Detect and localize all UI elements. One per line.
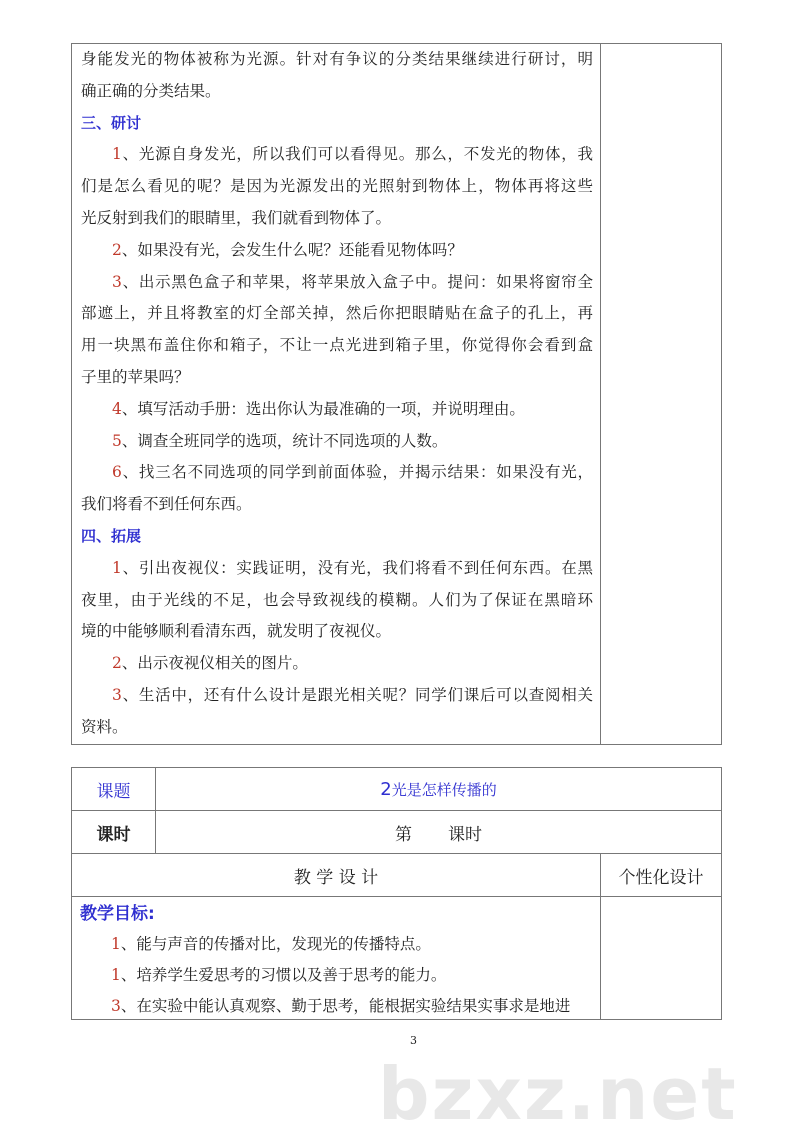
personal-header: 个性化设计 (618, 867, 704, 888)
text-line (81, 203, 593, 235)
line-text: 、引出夜视仪：实践证明，没有光，我们将看不到任何东西。在黑 (121, 558, 593, 577)
line-text: 、填写活动手册：选出你认为最准确的一项，并说明理由。 (121, 399, 525, 418)
item-number: 3 (112, 685, 122, 704)
text-line (81, 426, 593, 458)
text-line (81, 585, 593, 617)
topic-title (156, 768, 721, 810)
item-number: 1 (111, 966, 121, 984)
topic-number: 2 (380, 778, 392, 800)
text-line (81, 44, 593, 76)
page-number: 3 (410, 1034, 417, 1047)
line-text: 确正确的分类结果。 (81, 81, 221, 100)
line-text: 、找三名不同选项的同学到前面体验，并揭示结果：如果没有光， (121, 463, 593, 482)
text-line (81, 235, 593, 267)
text-line (81, 362, 593, 394)
line-text: 、出示黑色盒子和苹果，将苹果放入盒子中。提问：如果将窗帘全 (121, 272, 593, 291)
text-line (81, 680, 593, 712)
line-text: 、生活中，还有什么设计是跟光相关呢？同学们课后可以查阅相关 (121, 685, 593, 704)
line-text: 、调查全班同学的选项，统计不同选项的人数。 (121, 431, 448, 450)
line-text: 身能发光的物体被称为光源。针对有争议的分类结果继续进行研讨，明 (81, 50, 593, 68)
line-text: 、如果没有光，会发生什么呢？还能看见物体吗？ (121, 240, 463, 259)
item-number: 3 (112, 272, 122, 291)
period-value (156, 811, 721, 853)
topic-title-text: 光是怎样传播的 (391, 780, 497, 799)
item-number: 6 (112, 463, 122, 482)
item-number: 1 (112, 558, 122, 577)
item-number: 5 (112, 431, 122, 450)
goals-heading: 教学目标: (80, 904, 155, 924)
item-number: 1 (111, 935, 121, 953)
heading-discuss: 三、研讨 (81, 113, 142, 132)
text-line (81, 712, 593, 744)
row-divider (72, 896, 721, 897)
text-line (81, 457, 593, 489)
goals-list (80, 929, 598, 1022)
column-divider (600, 44, 601, 744)
period-prefix: 第 (395, 824, 412, 845)
goal-item (80, 929, 598, 960)
line-text: 、光源自身发光，所以我们可以看得见。那么，不发光的物体，我 (121, 145, 593, 164)
goals-block (80, 899, 598, 1022)
goal-item (80, 991, 598, 1022)
line-text: 、培养学生爱思考的习惯以及善于思考的能力。 (120, 966, 447, 984)
text-line (81, 298, 593, 330)
item-number: 2 (112, 654, 122, 673)
item-number: 4 (112, 399, 122, 418)
topic-label: 课题 (96, 781, 131, 802)
line-text: 部遮上，并且将教室的灯全部关掉，然后你把眼睛贴在盒子的孔上，再 (81, 304, 593, 323)
text-line (81, 394, 593, 426)
lesson-table-continued (71, 43, 722, 745)
watermark: bzxz.net (378, 1052, 738, 1136)
item-number: 3 (111, 997, 121, 1015)
line-text: 们是怎么看见的呢？是因为光源发出的光照射到物体上，物体再将这些 (81, 177, 593, 196)
text-line (81, 616, 593, 648)
text-line (81, 489, 593, 521)
line-text: 子里的苹果吗？ (81, 367, 190, 386)
lesson-header-table (71, 767, 722, 1020)
text-line (81, 330, 593, 362)
goal-item (80, 960, 598, 991)
text-line (81, 171, 593, 203)
line-text: 我们将看不到任何东西。 (81, 495, 252, 514)
line-text: 光反射到我们的眼睛里，我们就看到物体了。 (81, 208, 392, 227)
text-line (81, 139, 593, 171)
line-text: 境的中能够顺利看清东西，就发明了夜视仪。 (81, 622, 392, 641)
period-suffix: 课时 (448, 824, 482, 845)
text-line (81, 76, 593, 108)
line-text: 用一块黑布盖住你和箱子，不让一点光进到箱子里，你觉得你会看到盒 (81, 336, 593, 355)
line-text: 资料。 (81, 717, 128, 736)
heading-extend: 四、拓展 (81, 526, 142, 545)
line-text: 、出示夜视仪相关的图片。 (121, 654, 308, 673)
item-number: 1 (112, 145, 122, 164)
text-line (81, 553, 593, 585)
text-line (81, 648, 593, 680)
line-text: 、在实验中能认真观察、勤于思考，能根据实验结果实事求是地进 (120, 997, 571, 1015)
line-text: 、能与声音的传播对比，发现光的传播特点。 (120, 935, 431, 953)
item-number: 2 (112, 240, 122, 259)
line-text: 夜里，由于光线的不足，也会导致视线的模糊。人们为了保证在黑暗环 (81, 590, 593, 609)
lesson-body (81, 44, 593, 744)
design-header: 教 学 设 计 (293, 867, 379, 888)
text-line (81, 267, 593, 299)
period-label: 课时 (96, 824, 131, 845)
